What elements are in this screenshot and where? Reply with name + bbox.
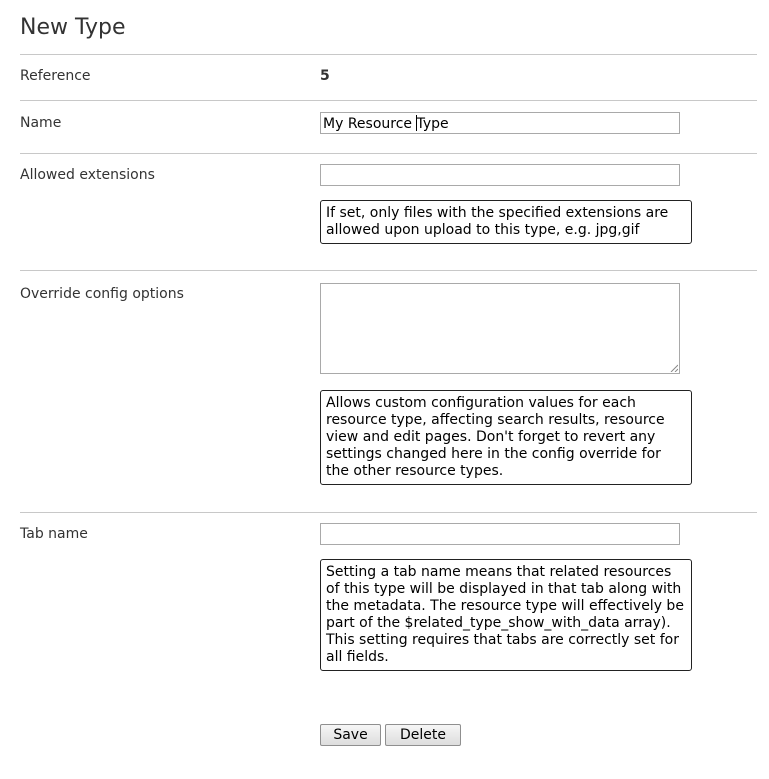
divider xyxy=(20,54,757,55)
reference-value: 5 xyxy=(320,68,330,84)
override-config-help: Allows custom configuration values for each resource type, affecting search results, resource view and edit pages. Don't forget to revert any settings changed here in the config override for the other resource types. xyxy=(320,390,692,485)
allowed-extensions-help: If set, only files with the specified extensions are allowed upon upload to this type, e.g. jpg,gif xyxy=(320,200,692,244)
allowed-extensions-label: Allowed extensions xyxy=(20,167,155,183)
tab-name-label: Tab name xyxy=(20,526,88,542)
divider xyxy=(20,100,757,101)
divider xyxy=(20,512,757,513)
save-button[interactable]: Save xyxy=(320,724,381,746)
page-title: New Type xyxy=(20,15,126,40)
name-input[interactable] xyxy=(320,112,680,134)
allowed-extensions-input[interactable] xyxy=(320,164,680,186)
resize-grip-icon[interactable] xyxy=(670,364,678,372)
override-config-label: Override config options xyxy=(20,286,184,302)
reference-label: Reference xyxy=(20,68,91,84)
name-label: Name xyxy=(20,115,62,131)
divider xyxy=(20,153,757,154)
delete-button[interactable]: Delete xyxy=(385,724,461,746)
tab-name-input[interactable] xyxy=(320,523,680,545)
divider xyxy=(20,270,757,271)
tab-name-help: Setting a tab name means that related resources of this type will be displayed in that tab along with the metadata. The resource type will effectively be part of the $related_type_show_with_data array). This setting requires that tabs are correctly set for all fields. xyxy=(320,559,692,671)
override-config-textarea[interactable] xyxy=(320,283,680,374)
name-input-value: My Resource Type xyxy=(323,116,449,132)
